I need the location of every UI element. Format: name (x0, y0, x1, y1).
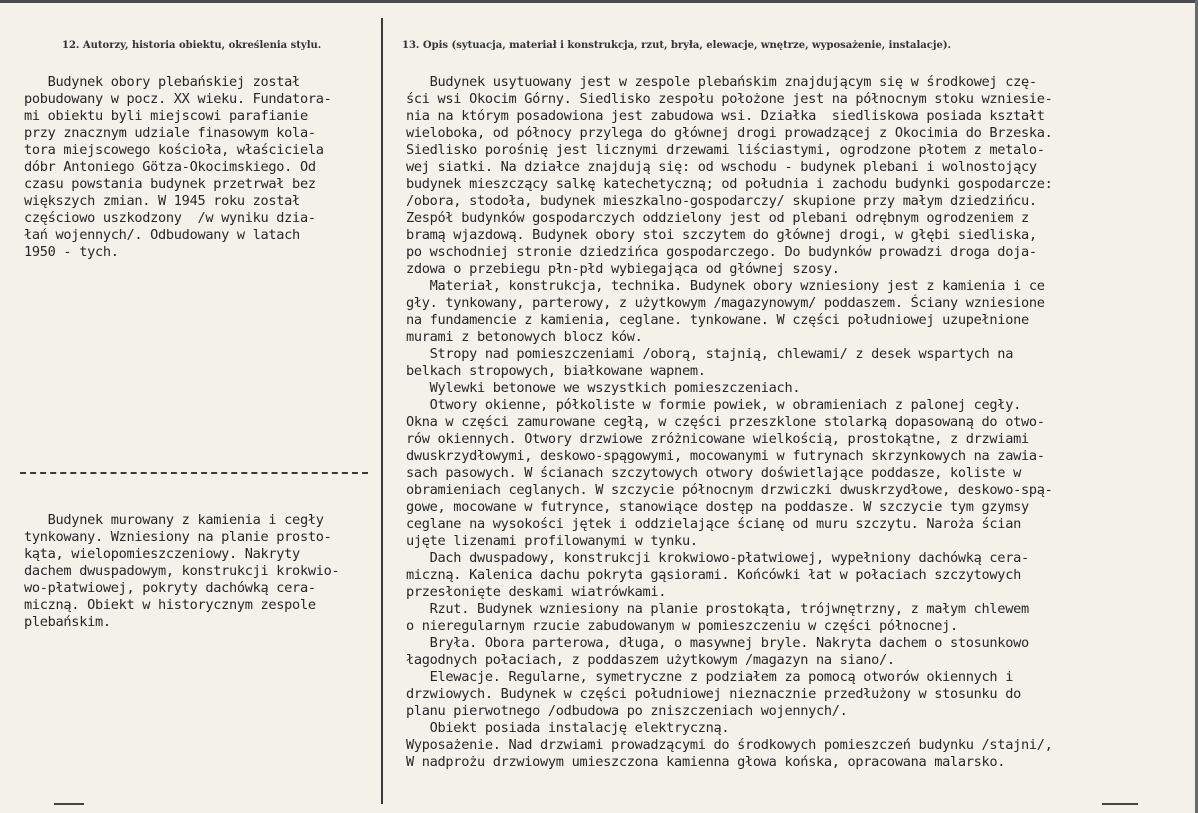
text-line: Materiał, konstrukcja, technika. Budynek obory wzniesiony jest z kamienia i ce (406, 278, 1045, 294)
text-line: W nadprożu drzwiowym umieszczona kamienna głowa końska, opracowana malarsko. (406, 754, 1006, 770)
text-line: pobudowany w pocz. XX wieku. Fundatora- (24, 91, 332, 107)
description-text-block (406, 74, 1190, 774)
text-line: Zespół budynków gospodarczych oddzielony jest od plebani odrębnym ogrodzeniem z (406, 210, 1029, 226)
text-line: częściowo uszkodzony /w wyniku dzia- (24, 210, 316, 226)
summary-text-block (24, 512, 380, 636)
text-line: wieloboka, od północy przylega do głównej drogi prowadzącej z Okocimia do Brzeska. (406, 125, 1053, 141)
text-line: dwuskrzydłowymi, deskowo-spągowymi, mocowanymi w futrynach skrzynkowych na zawia- (406, 448, 1045, 464)
text-line: murami z betonowych blocz ków. (406, 329, 643, 345)
text-line: większych zmian. W 1945 roku został (24, 193, 300, 209)
text-line: Budynek obory plebańskiej został (24, 74, 300, 90)
text-line: Otwory okienne, półkoliste w formie powiek, w obramieniach z palonej cegły. (406, 397, 1021, 413)
text-line: Budynek usytuowany jest w zespole plebańskim znajdującym się w środkowej czę- (406, 74, 1037, 90)
text-line: mi obiektu byli miejscowi parafianie (24, 108, 308, 124)
text-line: dachem dwuspadowym, konstrukcji krokwio- (24, 563, 340, 579)
text-line: sach pasowych. W ścianach szczytowych otwory doświetlające poddasze, koliste w (406, 465, 1021, 481)
text-line: gowe, mocowane w futrynce, stanowiące dostęp na poddasze. W szczycie tym gzymsy (406, 499, 1029, 515)
text-line: obramieniach ceglanych. W szczycie północnym drzwiczki dwuskrzydłowe, deskowo-spą- (406, 482, 1053, 498)
text-line: tynkowany. Wzniesiony na planie prosto- (24, 529, 332, 545)
text-line: Bryła. Obora parterowa, długa, o masywnej bryle. Nakryta dachem o stosunkowo (406, 635, 1029, 651)
text-line: łań wojennych/. Odbudowany w latach (24, 227, 300, 243)
text-line: miczną. Obiekt w historycznym zespole (24, 597, 316, 613)
text-line: bramą wjazdową. Budynek obory stoi szczytem do głównej drogi, w głębi siedliska, (406, 227, 1037, 243)
text-line: Dach dwuspadowy, konstrukcji krokwiowo-płatwiowej, wypełniony dachówką cera- (406, 550, 1029, 566)
text-line: planu pierwotnego /odbudowa po zniszczeniach wojennych/. (406, 703, 848, 719)
text-line: plebańskim. (24, 614, 111, 630)
text-line: miczną. Kalenica dachu pokryta gąsiorami. Końcówki łat w połaciach szczytowych (406, 567, 1021, 583)
text-line: /obora, stodoła, budynek mieszkalno-gospodarczy/ skupione przy małym dziedzińcu. (406, 193, 1037, 209)
text-line: po wschodniej stronie dziedzińca gospodarczego. Do budynków prowadzi droga doja- (406, 244, 1037, 260)
text-line: wo-płatwiowej, pokryty dachówką cera- (24, 580, 316, 596)
text-line: kąta, wielopomieszczeniowy. Nakryty (24, 546, 300, 562)
text-line: przesłonięte deskami wiatrówkami. (406, 584, 667, 600)
text-line: ujęte lizenami profilowanymi w tynku. (406, 533, 698, 549)
text-line: Rzut. Budynek wzniesiony na planie prostokąta, trójwnętrzny, z małym chlewem (406, 601, 1029, 617)
text-line: o nieregularnym rzucie zabudowanym w pomieszczeniu w części północnej. (406, 618, 958, 634)
text-line: rów okiennych. Otwory drzwiowe zróżnicowane wielkością, prostokątne, z drzwiami (406, 431, 1029, 447)
section-13-header: 13. Opis (sytuacja, materiał i konstrukcja, rzut, bryła, elewacje, wnętrze, wyposażenie, instalacje). (402, 40, 952, 51)
text-line: wej siatki. Na działce znajdują się: od wschodu - budynek plebani i wolnostojący (406, 159, 1037, 175)
text-line: przy znacznym udziale finasowym kola- (24, 125, 316, 141)
text-line: 1950 - tych. (24, 244, 119, 260)
text-line: Elewacje. Regularne, symetryczne z podziałem za pomocą otworów okiennych i (406, 669, 1014, 685)
text-line: Stropy nad pomieszczeniami /oborą, stajnią, chlewami/ z desek wspartych na (406, 346, 1014, 362)
text-line: tora miejscowego kościoła, właściciela (24, 142, 324, 158)
text-line: łagodnych połaciach, z poddaszem użytkowym /magazyn na siano/. (406, 652, 895, 668)
text-line: ści wsi Okocim Górny. Siedlisko zespołu położone jest na północnym stoku wzniesie- (406, 91, 1053, 107)
text-line: drzwiowych. Budynek w części południowej nieznacznie przedłużony w stosunku do (406, 686, 1021, 702)
text-line: Budynek murowany z kamienia i cegły (24, 512, 324, 528)
dashed-separator (20, 472, 368, 474)
text-line: Siedlisko porośnię jest licznymi drzewami liściastymi, ogrodzone płotem z metalo- (406, 142, 1045, 158)
text-line: budynek mieszczący salkę katechetyczną; od południa i zachodu budynki gospodarcze: (406, 176, 1053, 192)
corner-mark (1102, 803, 1138, 805)
text-line: dóbr Antoniego Götza-Okocimskiego. Od (24, 159, 316, 175)
text-line: czasu powstania budynek przetrwał bez (24, 176, 316, 192)
text-line: ceglane na wysokości jętek i oddzielające ścianę od muru szczytu. Naroża ścian (406, 516, 1021, 532)
text-line: Wylewki betonowe we wszystkich pomieszczeniach. (406, 380, 801, 396)
column-divider (381, 18, 383, 804)
page-top-edge (0, 0, 1198, 3)
text-line: zdowa o przebiegu płn-płd wybiegająca od głównej szosy. (406, 261, 840, 277)
text-line: nia na którym posadowiona jest zabudowa wsi. Działka siedliskowa posiada kształt (406, 108, 1045, 124)
text-line: Okna w części zamurowane cegłą, w części przeszklone stolarką dopasowaną do otwo- (406, 414, 1045, 430)
text-line: Obiekt posiada instalację elektryczną. (406, 720, 730, 736)
text-line: gły. tynkowany, parterowy, z użytkowym /magazynowym/ poddaszem. Ściany wzniesione (406, 295, 1045, 311)
text-line: na fundamencie z kamienia, ceglane. tynkowane. W części południowej uzupełnione (406, 312, 1029, 328)
section-12-header: 12. Autorzy, historia obiektu, określenia stylu. (62, 40, 322, 51)
text-line: belkach stropowych, białkowane wapnem. (406, 363, 706, 379)
corner-mark (54, 803, 84, 805)
text-line: Wyposażenie. Nad drzwiami prowadzącymi do środkowych pomieszczeń budynku /stajni/, (406, 737, 1053, 753)
history-text-block (24, 74, 380, 264)
